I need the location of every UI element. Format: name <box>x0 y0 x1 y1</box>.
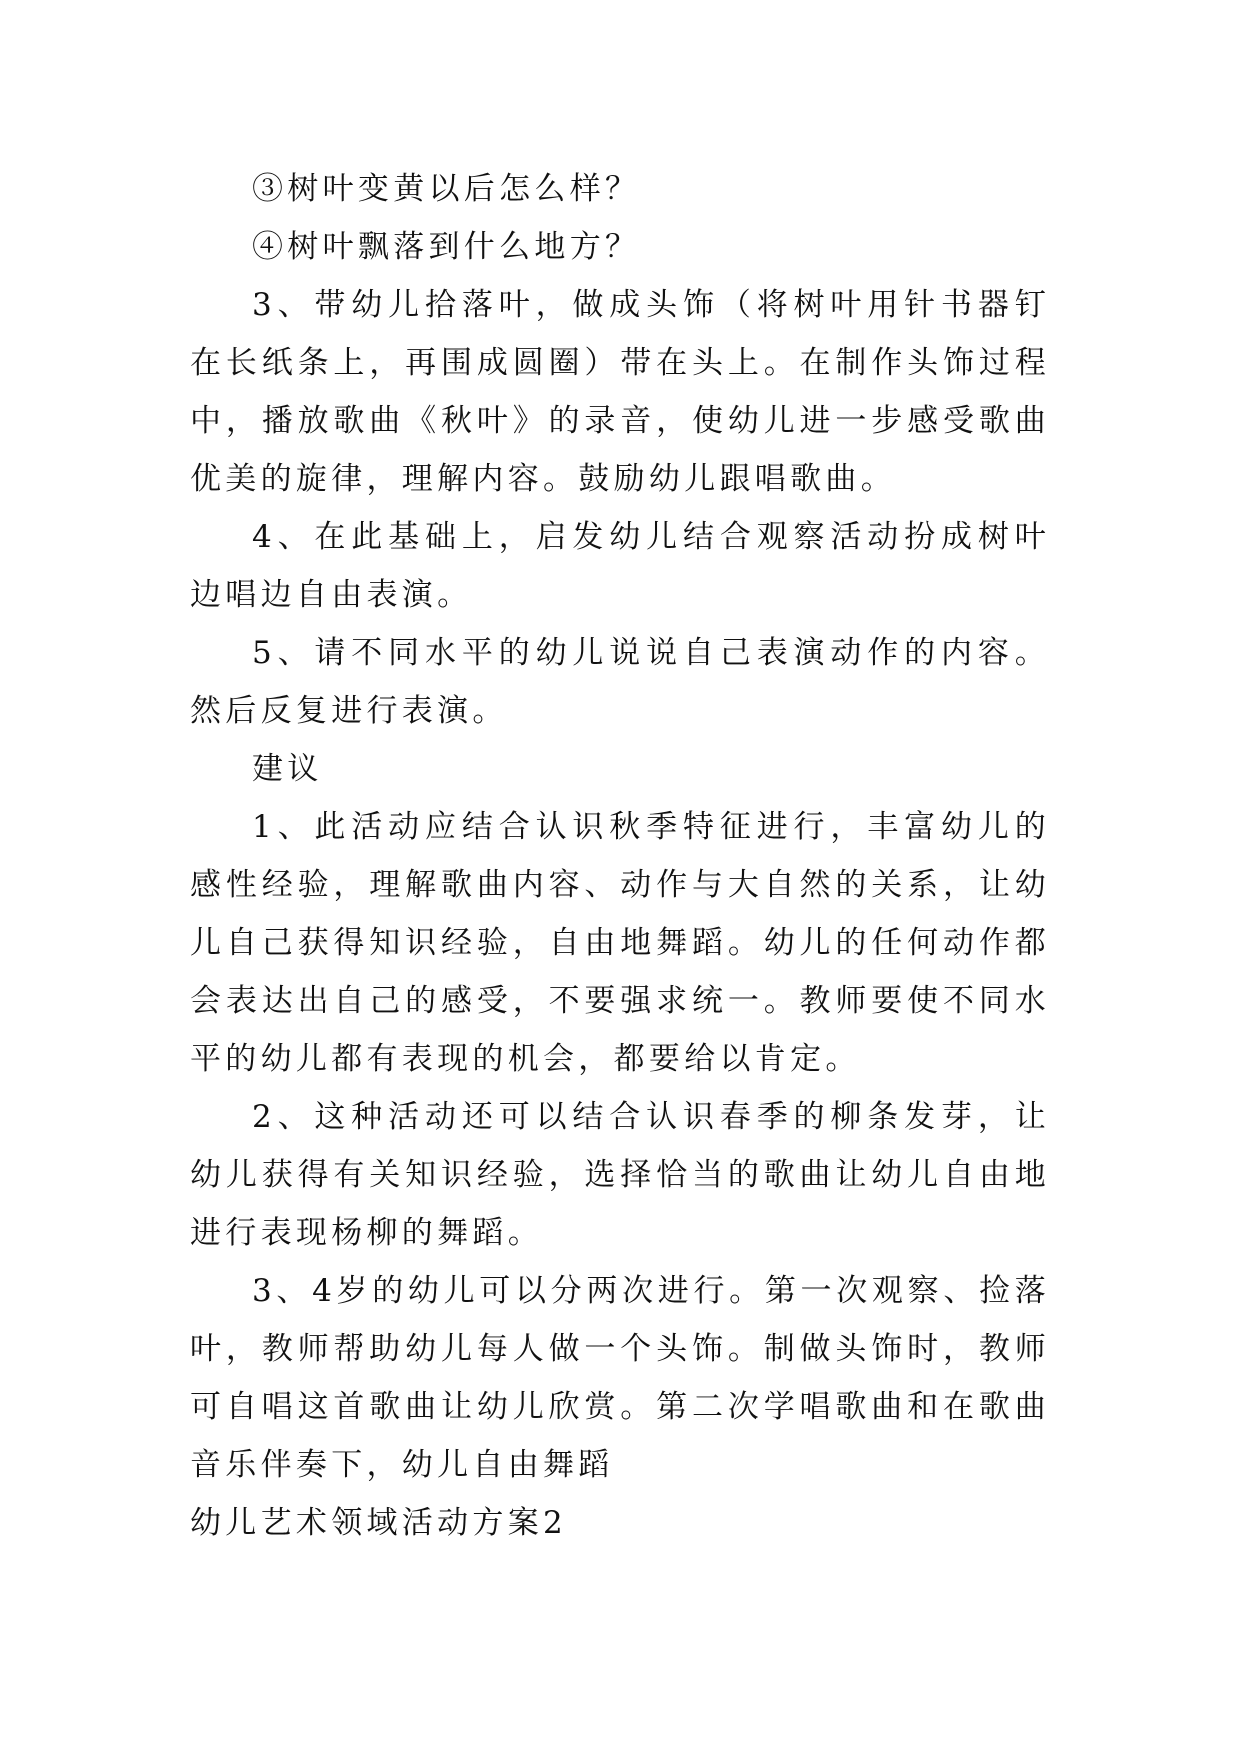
step-5-paragraph: 5、请不同水平的幼儿说说自己表演动作的内容。然后反复进行表演。 <box>190 635 1050 729</box>
document-body <box>190 160 1050 1552</box>
suggestion-2-paragraph: 2、这种活动还可以结合认识春季的柳条发芽，让幼儿获得有关知识经验，选择恰当的歌曲让幼儿自由地进行表现杨柳的舞蹈。 <box>190 1099 1050 1251</box>
step-3-paragraph: 3、带幼儿拾落叶，做成头饰（将树叶用针书器钉在长纸条上，再围成圆圈）带在头上。在制作头饰过程中，播放歌曲《秋叶》的录音，使幼儿进一步感受歌曲优美的旋律，理解内容。鼓励幼儿跟唱歌曲。 <box>190 287 1050 497</box>
suggestion-1-paragraph: 1、此活动应结合认识秋季特征进行，丰富幼儿的感性经验，理解歌曲内容、动作与大自然的关系，让幼儿自己获得知识经验，自由地舞蹈。幼儿的任何动作都会表达出自己的感受，不要强求统一。教师要使不同水平的幼儿都有表现的机会，都要给以肯定。 <box>190 809 1050 1077</box>
section-title: 幼儿艺术领域活动方案2 <box>190 1505 568 1541</box>
suggestion-3-paragraph: 3、4岁的幼儿可以分两次进行。第一次观察、捡落叶，教师帮助幼儿每人做一个头饰。制做头饰时，教师可自唱这首歌曲让幼儿欣赏。第二次学唱歌曲和在歌曲音乐伴奏下，幼儿自由舞蹈 <box>190 1273 1050 1483</box>
question-4-paragraph: ④树叶飘落到什么地方？ <box>252 229 641 265</box>
question-3-paragraph: ③树叶变黄以后怎么样？ <box>252 171 641 207</box>
step-4-paragraph: 4、在此基础上，启发幼儿结合观察活动扮成树叶边唱边自由表演。 <box>190 519 1050 613</box>
suggestions-label: 建议 <box>252 751 323 787</box>
